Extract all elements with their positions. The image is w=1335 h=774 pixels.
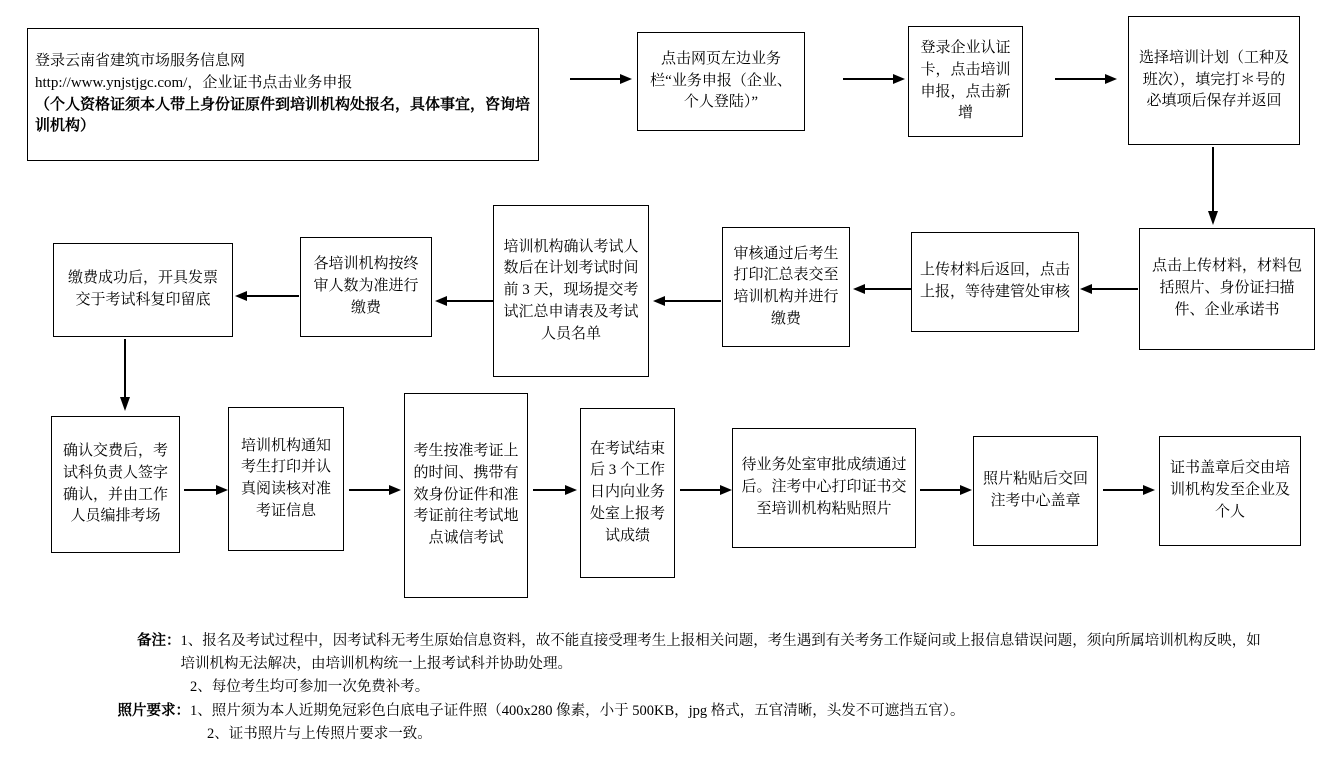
arrow-14 xyxy=(680,483,732,497)
remark-row-2 xyxy=(137,676,1267,699)
arrow-3 xyxy=(1055,72,1117,86)
step-report-scores-text: 在考试结束后 3 个工作日内向业务处室上报考试成绩 xyxy=(589,440,665,544)
step-print-certificate xyxy=(732,428,916,548)
step-select-training-plan-text: 选择培训计划（工种及班次），填完打＊号的必填项后保存并返回 xyxy=(1138,49,1289,110)
step-issue-certificate-text: 证书盖章后交由培训机构发至企业及个人 xyxy=(1169,460,1290,520)
photo-row-1 xyxy=(117,700,1267,723)
step-submit-report xyxy=(911,232,1079,332)
step-issue-certificate xyxy=(1159,436,1301,546)
step-attend-exam xyxy=(404,393,528,598)
photo-item-1: 1、照片须为本人近期免冠彩色白底电子证件照（400x280 像素，小于 500KB，jpg 格式，五官清晰，头发不可遮挡五官）。 xyxy=(190,702,965,719)
arrow-6-left xyxy=(853,282,911,296)
step-confirm-payment-arrange-text: 确认交费后，考试科负责人签字确认，并由工作人员编排考场 xyxy=(62,443,168,525)
step-confirm-payment-arrange xyxy=(51,416,180,553)
step-confirm-exam-count xyxy=(493,205,649,377)
step-notify-print-admission xyxy=(228,407,344,551)
notes-block xyxy=(117,630,1267,746)
step-login-enterprise-card xyxy=(908,26,1023,137)
remark-item-2: 2、每位考生均可参加一次免费补考。 xyxy=(190,679,430,696)
arrow-8-left xyxy=(435,294,493,308)
arrow-2 xyxy=(843,72,905,86)
photo-item-2: 2、证书照片与上传照片要求一致。 xyxy=(207,725,432,742)
remark-label: 备注： xyxy=(137,633,181,649)
arrow-10-down xyxy=(118,339,132,411)
step-click-business-apply xyxy=(637,32,805,131)
arrow-7-left xyxy=(653,294,721,308)
step-report-scores xyxy=(580,408,675,578)
arrow-12 xyxy=(349,483,401,497)
remark-row-1 xyxy=(137,630,1267,676)
step-attend-exam-text: 考生按准考证上的时间、携带有效身份证件和准考证前往考试地点诚信考试 xyxy=(413,443,519,547)
step-stamp-certificate xyxy=(973,436,1098,546)
step-click-business-apply-text: 点击网页左边业务栏“业务申报（企业、个人登陆）” xyxy=(650,50,792,111)
step-stamp-certificate-text: 照片粘贴后交回注考中心盖章 xyxy=(982,471,1088,509)
step-select-training-plan xyxy=(1128,16,1300,145)
arrow-13 xyxy=(533,483,577,497)
remark-item-1: 1、报名及考试过程中，因考试科无考生原始信息资料，故不能直接受理考生上报相关问题，考生遇到有关考务工作疑问或上报信息错误问题，须向所属培训机构反映，如培训机构无法解决，由培训机构统一上报考试科并协助处理。 xyxy=(180,633,1261,673)
step-submit-report-text: 上传材料后返回，点击上报，等待建管处审核 xyxy=(919,262,1070,300)
step-print-certificate-text: 待业务处室审批成绩通过后。注考中心打印证书交至培训机构粘贴照片 xyxy=(741,457,907,517)
step-upload-materials-text: 点击上传材料，材料包括照片、身份证扫描件、企业承诺书 xyxy=(1151,258,1302,318)
arrow-5-left xyxy=(1080,282,1138,296)
step-login-website-text: 登录云南省建筑市场服务信息网 http://www.ynjstjgc.com/，企业证书点击业务申报 （个人资格证须本人带上身份证原件到培训机构处报名，具体事宜，咨询培训机构） xyxy=(35,53,531,135)
arrow-15 xyxy=(920,483,972,497)
step-payment-success-invoice xyxy=(53,243,233,337)
arrow-1 xyxy=(570,72,632,86)
step-upload-materials xyxy=(1139,228,1315,350)
step-institution-payment-text: 各培训机构按终审人数为准进行缴费 xyxy=(313,256,419,316)
step-print-summary-after-approval-text: 审核通过后考生打印汇总表交至培训机构并进行缴费 xyxy=(733,245,839,327)
arrow-4-down xyxy=(1206,147,1220,225)
step-notify-print-admission-text: 培训机构通知考生打印并认真阅读核对准考证信息 xyxy=(240,437,331,519)
step-institution-payment xyxy=(300,237,432,337)
step-confirm-exam-count-text: 培训机构确认考试人数后在计划考试时间前 3 天，现场提交考试汇总申请表及考试人员名单 xyxy=(503,238,639,342)
step-login-website xyxy=(27,28,539,161)
arrow-16 xyxy=(1103,483,1155,497)
step-login-enterprise-card-text: 登录企业认证卡，点击培训申报，点击新增 xyxy=(920,40,1011,122)
arrow-11 xyxy=(184,483,228,497)
arrow-9-left xyxy=(235,289,299,303)
photo-label: 照片要求： xyxy=(117,702,190,719)
photo-row-2 xyxy=(137,723,1267,746)
step-print-summary-after-approval xyxy=(722,227,850,347)
step-payment-success-invoice-text: 缴费成功后，开具发票交于考试科复印留底 xyxy=(67,270,218,308)
